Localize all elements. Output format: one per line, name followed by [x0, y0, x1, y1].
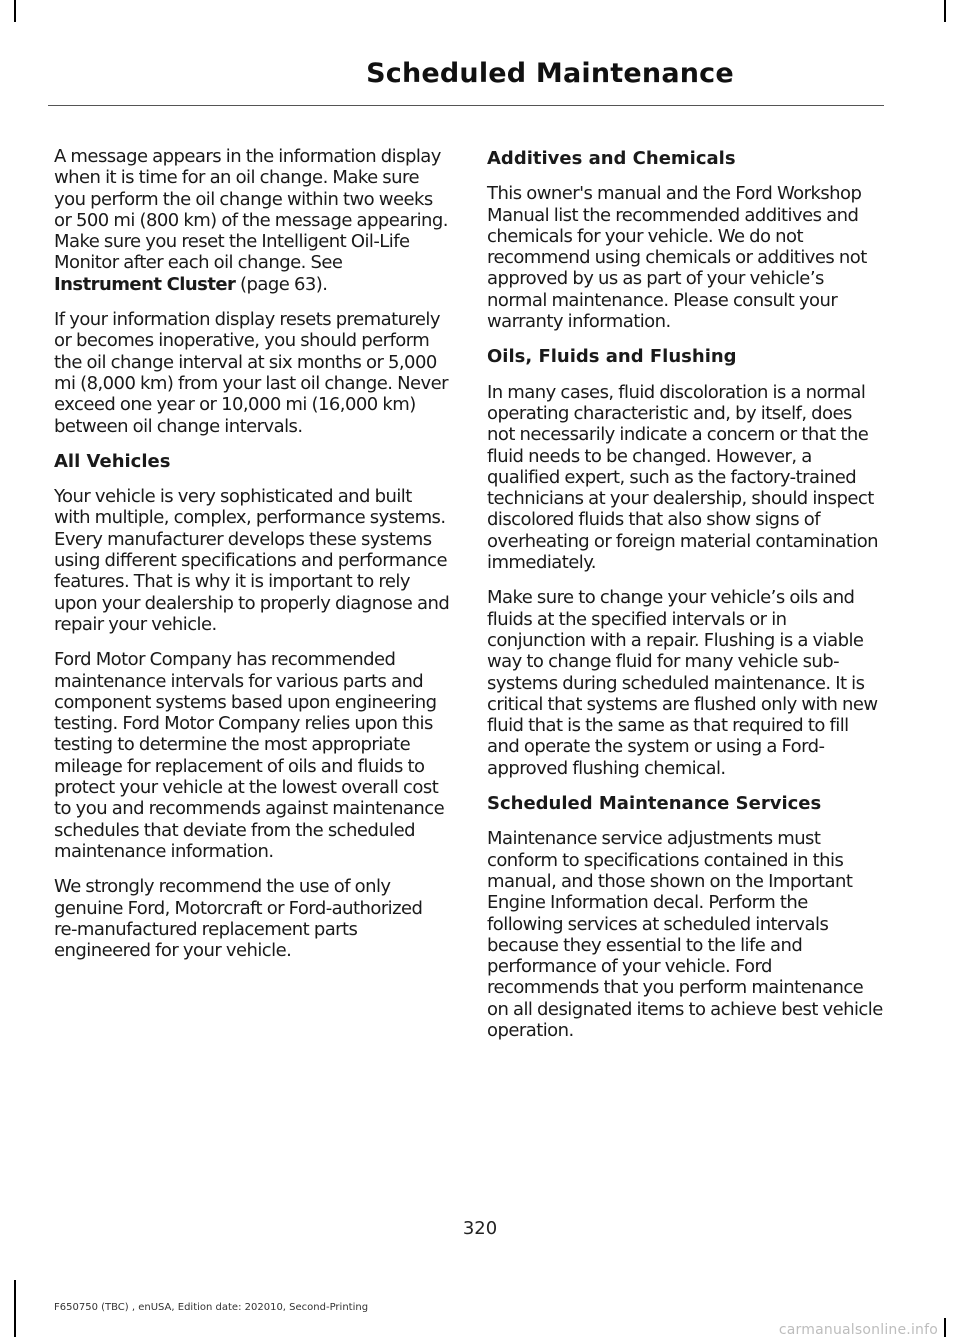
right-column: [487, 146, 883, 1055]
text-segment: (page 63).: [235, 273, 328, 295]
fluid-discoloration-paragraph: In many cases, fluid discoloration is a normal operating characteristic and, by itself, does not necessarily indicate a concern or that the fluid needs to be changed. However, a qualified expert, such as the factory-trained technicians at your dealership, should inspect discolored fluids that also show signs of overheating or foreign material contamination immediately.: [487, 381, 879, 574]
additives-paragraph: This owner's manual and the Ford Workshop Manual list the recommended additives and chemicals for your vehicle. We do not recommend using chemicals or additives not approved by us as part of your vehicle’s normal maintenance. Please consult your warranty information.: [487, 183, 867, 333]
crop-mark-top-left: [14, 0, 16, 22]
change-oils-paragraph: Make sure to change your vehicle’s oils and fluids at the specified intervals or in conjunction with a repair. Flushing is a viable way to change fluid for many vehicle sub-systems during scheduled maintenance. It is critical that systems are flushed only with new fluid that is the same as that required to fill and operate the system or using a Ford-approved flushing chemical.: [487, 587, 878, 779]
page-number: 320: [462, 1218, 498, 1239]
additives-heading: Additives and Chemicals: [487, 148, 736, 169]
page-title: Scheduled Maintenance: [366, 58, 734, 89]
oils-fluids-heading: Oils, Fluids and Flushing: [487, 346, 737, 368]
left-column: [54, 146, 450, 975]
text-segment: A message appears in the information display when it is time for an oil change. Make sure you perform the oil change within two weeks or 500 mi (800 km) of the message appearing. Make sure you reset the Intelligent Oil-Life Monitor after each oil change. See: [54, 146, 448, 274]
crop-mark-bottom-left: [14, 1280, 16, 1337]
watermark: carmanualsonline.info: [778, 1322, 938, 1338]
crop-mark-bottom-right: [944, 1318, 946, 1337]
maintenance-services-paragraph: Maintenance service adjustments must conform to specifications contained in this manual, and those shown on the Important Engine Information decal. Perform the following services at scheduled intervals because they essential to the life and performance of your vehicle. Ford recommends that you perform maintenance on all designated items to achieve best vehicle operation.: [487, 828, 883, 1041]
genuine-parts-paragraph: We strongly recommend the use of only genuine Ford, Motorcraft or Ford-authorized re-manufactured replacement parts engineered for your vehicle.: [54, 876, 423, 962]
footer-edition: F650750 (TBC) , enUSA, Edition date: 202010, Second-Printing: [54, 1302, 369, 1313]
all-vehicles-heading: All Vehicles: [54, 450, 171, 472]
crop-mark-top-right: [944, 0, 946, 22]
maintenance-services-heading: Scheduled Maintenance Services: [487, 793, 822, 815]
header-divider: [48, 105, 884, 106]
recommended-intervals-paragraph: Ford Motor Company has recommended maintenance intervals for various parts and component systems based upon engineering testing. Ford Motor Company relies upon this testing to determine the most appropriate mileage for replacement of oils and fluids to protect your vehicle at the lowest overall cost to you and recommends against maintenance schedules that deviate from the scheduled maintenance information.: [54, 649, 445, 862]
display-resets-paragraph: If your information display resets prematurely or becomes inoperative, you should perform the oil change interval at six months or 5,000 mi (8,000 km) from your last oil change. Never exceed one year or 10,000 mi (16,000 km) between oil change intervals.: [54, 309, 449, 437]
oil-change-message-paragraph: [54, 146, 450, 295]
sophisticated-vehicle-paragraph: Your vehicle is very sophisticated and built with multiple, complex, performance systems. Every manufacturer develops these systems using different specifications and performance features. That is why it is important to rely upon your dealership to properly diagnose and repair your vehicle.: [54, 486, 450, 635]
instrument-cluster-link[interactable]: Instrument Cluster: [54, 273, 236, 295]
